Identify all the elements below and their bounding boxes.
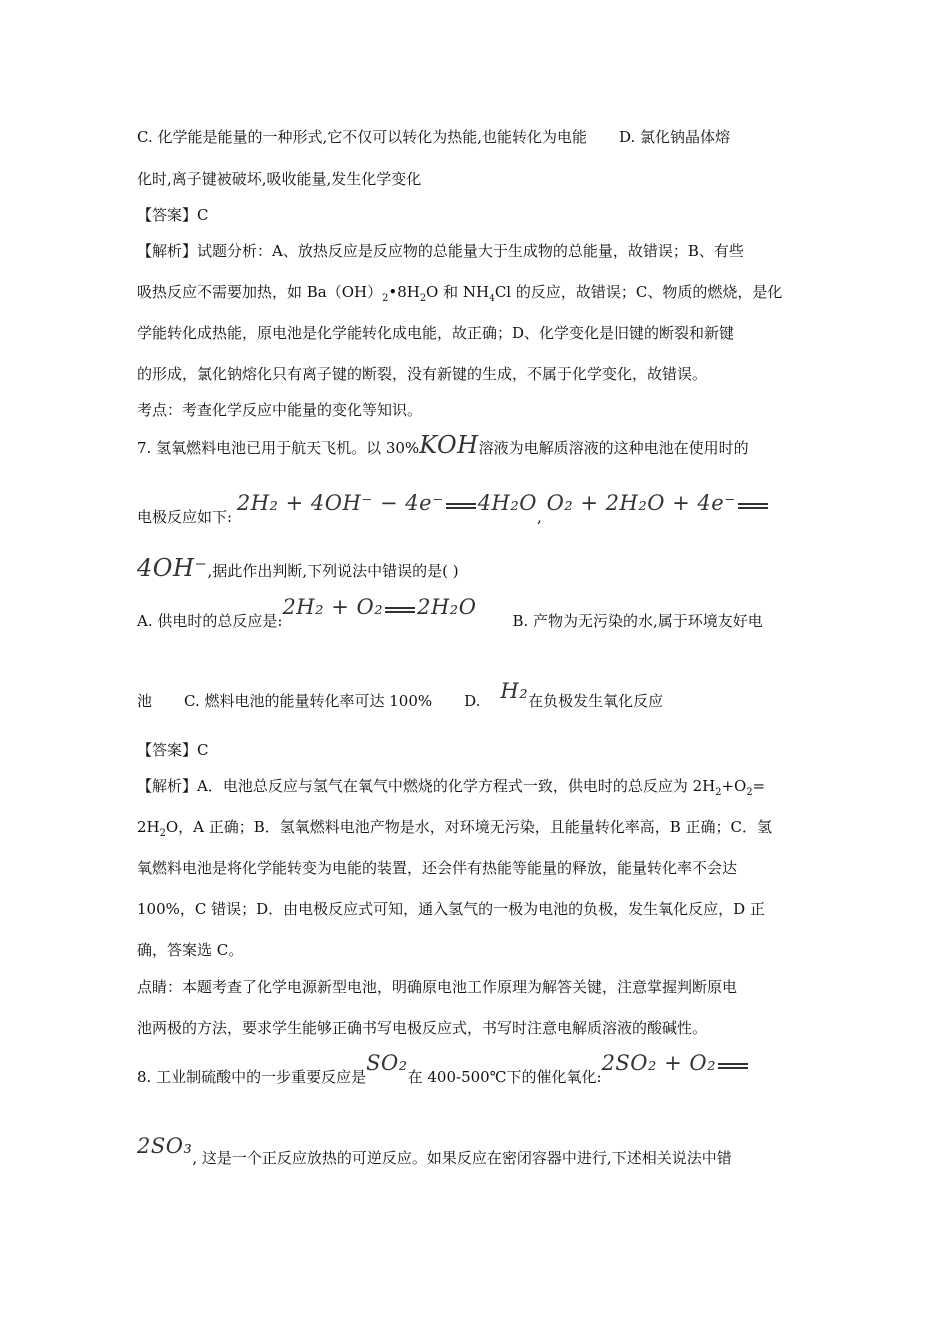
q7-explanation-line-2 [137,817,810,844]
q6-option-c-d-line [137,127,810,147]
q7-answer: 【答案】C [137,741,209,759]
subscript: 2 [419,293,427,304]
q7-stem-text: 电极反应如下: [137,508,233,526]
subscript: 2 [746,787,753,798]
comma: , [537,508,542,526]
electrode-equation-2-lhs: O₂ + 2H₂O + 4e⁻ [546,491,736,515]
q7-stem-text: ,据此作出判断,下列说法中错误的是( ) [207,562,459,580]
q8-stem-text: , 这是一个正反应放热的可逆反应。如果反应在密闭容器中进行,下述相关说法中错 [192,1149,732,1167]
q6-explanation-line-3: 学能转化成热能，原电池是化学能转化成电能，故正确；D、化学变化是旧键的断裂和新键 [137,324,735,342]
electrode-equation-1-rhs: 4H₂O [477,491,537,515]
q6-option-d-continued: 化时,离子键被破坏,吸收能量,发生化学变化 [137,170,422,188]
q7-explanation-line-3: 氧燃料电池是将化学能转变为电能的装置，还会伴有热能等能量的释放，能量转化率不会达 [137,859,738,877]
electrode-equation-2-rhs: 4OH⁻ [137,554,208,582]
q7-option-d-label: D. [464,692,481,710]
q6-explanation-line-1: 【解析】试题分析：A、放热反应是反应物的总能量大于生成物的总能量，故错误；B、有些 [137,242,744,260]
q7-option-b-c-d-line [137,676,810,708]
q6-option-d: D. 氯化钠晶体熔 [619,128,731,146]
q8-stem-line-1 [137,1048,810,1086]
subscript: 2 [382,293,389,304]
q7-exp-text: 2H [137,818,160,836]
total-reaction-lhs: 2H₂ + O₂ [282,595,384,619]
electrode-equation-1-lhs: 2H₂ + 4OH⁻ − 4e⁻ [236,491,444,515]
subscript: 2 [715,787,722,798]
q7-dianjing-line-1: 点睛：本题考查了化学电源新型电池，明确原电池工作原理为解答关键，注意掌握判断原电 [137,978,738,996]
q7-exp-text: +O [721,777,747,795]
q7-explanation-line-1 [137,776,810,803]
q7-option-a: A. 供电时的总反应是: [137,612,283,630]
q7-stem-line-3 [137,553,810,586]
equals-sign [385,605,415,615]
q6-kaodian: 考点：考查化学反应中能量的变化等知识。 [137,401,423,419]
total-reaction-rhs: 2H₂O [417,595,477,619]
q7-stem-text: 溶液为电解质溶液的这种电池在使用时的 [478,439,749,457]
q8-equation-rhs: 2SO₃ [137,1134,193,1158]
q7-option-a-b-line [137,592,810,630]
q8-stem-text: 在 400-500℃下的催化氧化: [407,1068,602,1086]
q6-explanation-line-2 [137,282,810,309]
q6-exp-text: •8H [388,283,420,301]
q6-option-c: C. 化学能是能量的一种形式,它不仅可以转化为热能,也能转化为电能 [137,128,588,146]
q6-exp-text: 吸热反应不需要加热，如 Ba（OH） [137,283,383,301]
q7-option-d: 在负极发生氧化反应 [528,692,664,710]
q7-option-c: C. 燃料电池的能量转化率可达 100% [184,692,433,710]
h2-formula: H₂ [500,679,529,703]
equals-sign [718,1061,748,1071]
q7-stem-line-2 [137,488,810,526]
q6-answer: 【答案】C [137,206,209,224]
subscript: 2 [159,828,166,839]
so2-formula: SO₂ [366,1051,408,1075]
q8-stem-line-2 [137,1131,810,1167]
q7-option-b-continued: 池 [137,692,153,710]
q7-explanation-line-5: 确，答案选 C。 [137,941,244,959]
q8-equation-lhs: 2SO₂ + O₂ [601,1051,717,1075]
koh-formula: KOH [419,431,479,459]
q6-exp-text: Cl 的反应，故错误；C、物质的燃烧，是化 [494,283,783,301]
q7-exp-text: 【解析】A．电池总反应与氢气在氧气中燃烧的化学方程式一致，供电时的总反应为 2H [137,777,716,795]
subscript: 4 [489,294,495,304]
equals-sign [738,501,768,511]
q6-exp-text: O 和 NH [426,283,490,301]
q7-stem-text: 7. 氢氧燃料电池已用于航天飞机。以 30% [137,439,420,457]
equals-sign [446,501,476,511]
q7-dianjing-line-2: 池两极的方法，要求学生能够正确书写电极反应式，书写时注意电解质溶液的酸碱性。 [137,1019,708,1037]
q7-stem-line-1 [137,430,810,463]
q7-exp-text: O，A 正确；B．氢氧燃料电池产物是水，对环境无污染，且能量转化率高，B 正确；C．氢 [165,818,773,836]
q7-option-b: B. 产物为无污染的水,属于环境友好电 [512,612,763,630]
q7-explanation-line-4: 100%，C 错误；D．由电极反应式可知，通入氢气的一极为电池的负极，发生氧化反应，D 正 [137,900,765,918]
q8-stem-text: 8. 工业制硫酸中的一步重要反应是 [137,1068,367,1086]
q7-exp-text: = [752,777,766,795]
q6-explanation-line-4: 的形成，氯化钠熔化只有离子键的断裂，没有新键的生成，不属于化学变化，故错误。 [137,365,708,383]
